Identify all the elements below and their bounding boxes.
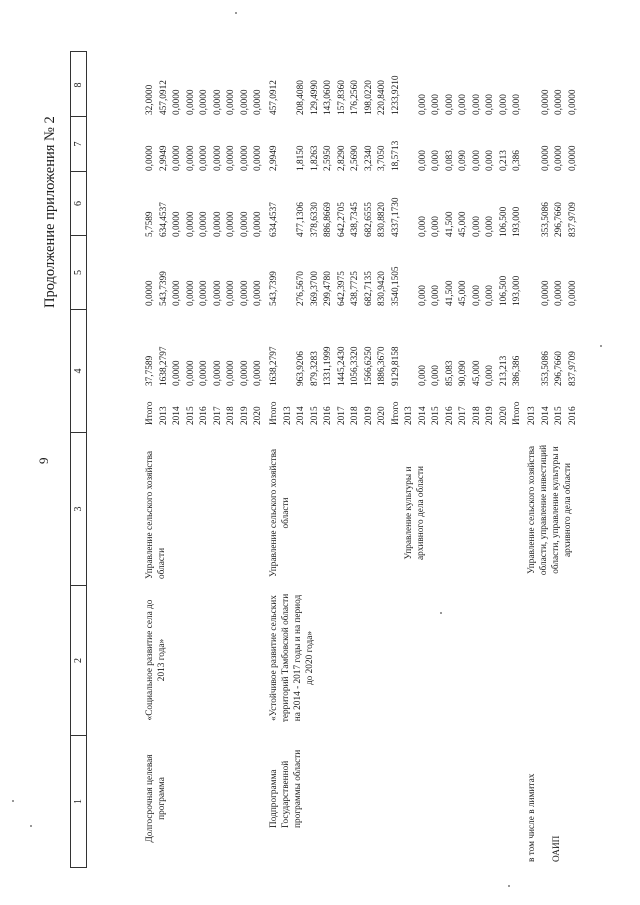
value-cell <box>282 266 296 306</box>
value-cell: 106,500 <box>498 275 509 306</box>
value-cell: 0,000 <box>431 285 441 306</box>
value-cell: 0,0000 <box>226 89 236 115</box>
value-cell: 37,7589 <box>145 355 155 386</box>
value-cell: 0,000 <box>431 216 441 237</box>
value-cell: 0,0000 <box>540 280 551 306</box>
year-cell: 2018 <box>226 406 236 425</box>
year-cell: 2017 <box>458 406 468 425</box>
value-cell <box>403 276 417 306</box>
year-cell: Итого <box>512 401 522 425</box>
year-cell: 2018 <box>471 406 482 425</box>
value-cell: 2,9949 <box>158 145 169 171</box>
value-cell <box>282 75 296 115</box>
block1-col7 <box>144 145 266 171</box>
year-cell: 2014 <box>172 406 182 425</box>
block4-col5 <box>526 280 580 306</box>
value-cell: 2,5690 <box>350 145 360 171</box>
year-cell: Итого <box>145 401 155 425</box>
value-cell: 543,7399 <box>158 271 169 306</box>
value-cell: 41,500 <box>444 280 455 306</box>
value-cell: 0,0000 <box>554 145 564 171</box>
block1-col4 <box>144 346 266 386</box>
block2-program-name: «Устойчивое развитие сельских территорий Тамбовской области на 2014 - 2017 годы и на период до 2020 года» <box>269 593 315 723</box>
year-cell: 2016 <box>567 406 578 425</box>
value-cell: 296,7660 <box>554 351 564 386</box>
value-cell <box>282 141 296 171</box>
value-cell: 0,0000 <box>172 360 182 386</box>
value-cell <box>403 150 417 171</box>
value-cell: 0,000 <box>471 216 482 237</box>
value-cell: 0,000 <box>471 150 482 171</box>
value-cell: 0,0000 <box>145 280 155 306</box>
value-cell: 0,000 <box>417 150 428 171</box>
value-cell: 0,000 <box>431 365 441 386</box>
scan-speck <box>12 800 14 802</box>
year-cell: 2013 <box>404 406 414 425</box>
value-cell: 0,0000 <box>239 211 250 237</box>
column-header-5: 5 <box>71 235 86 309</box>
block2-col7 <box>268 141 403 171</box>
value-cell: 0,000 <box>471 94 482 115</box>
year-cell: 2014 <box>417 406 428 425</box>
value-cell: 0,0000 <box>199 211 209 237</box>
value-cell: 963,9206 <box>296 351 306 386</box>
value-cell: 0,000 <box>485 94 495 115</box>
value-cell: 0,000 <box>485 216 495 237</box>
block3-col5 <box>403 276 525 306</box>
rotated-document <box>36 38 601 868</box>
scan-speck <box>440 612 442 614</box>
value-cell: 0,0000 <box>253 145 263 171</box>
value-cell: 0,000 <box>417 285 428 306</box>
block1-col5 <box>144 271 266 306</box>
value-cell: 0,0000 <box>239 280 250 306</box>
block4-col8 <box>526 89 580 115</box>
value-cell: 41,500 <box>444 211 455 237</box>
value-cell: 106,500 <box>498 206 509 237</box>
value-cell: 32,0000 <box>145 84 155 115</box>
value-cell: 682,7135 <box>363 271 374 306</box>
value-cell: 2,9949 <box>269 145 279 171</box>
value-cell: 220,8400 <box>377 80 387 115</box>
block3-col6 <box>403 207 525 237</box>
value-cell: 0,0000 <box>212 145 223 171</box>
value-cell: 0,0000 <box>199 145 209 171</box>
value-cell: 0,0000 <box>212 360 223 386</box>
value-cell: 0,0000 <box>253 280 263 306</box>
value-cell: 0,0000 <box>199 360 209 386</box>
value-cell: 386,386 <box>512 355 522 386</box>
value-cell: 477,1306 <box>296 202 306 237</box>
value-cell <box>403 207 417 237</box>
year-cell: Итого <box>390 401 401 425</box>
page-number: 9 <box>36 457 51 464</box>
value-cell: 1056,3320 <box>350 346 360 386</box>
value-cell: 0,000 <box>471 285 482 306</box>
value-cell: 0,0000 <box>212 280 223 306</box>
value-cell: 0,0000 <box>185 211 196 237</box>
scan-speck <box>508 885 510 887</box>
value-cell: 682,6555 <box>363 202 374 237</box>
value-cell: 0,0000 <box>226 360 236 386</box>
value-cell: 193,000 <box>512 275 522 306</box>
value-cell: 0,000 <box>431 150 441 171</box>
column-header-row <box>70 51 87 868</box>
column-header-3: 3 <box>71 432 86 585</box>
block4-col4 <box>526 351 580 386</box>
value-cell: 0,090 <box>458 150 468 171</box>
scan-speck <box>600 345 602 347</box>
value-cell: 0,0000 <box>540 145 551 171</box>
value-cell: 353,5086 <box>540 351 551 386</box>
year-cell: 2018 <box>350 406 360 425</box>
value-cell: 85,083 <box>444 360 455 386</box>
value-cell: 0,000 <box>444 94 455 115</box>
value-cell: 0,0000 <box>239 89 250 115</box>
value-cell <box>526 280 540 306</box>
column-header-2: 2 <box>71 585 86 735</box>
year-cell: 2015 <box>554 406 564 425</box>
year-cell: 2020 <box>498 406 509 425</box>
value-cell: 0,000 <box>417 365 428 386</box>
block3-years <box>403 401 525 425</box>
column-header-8: 8 <box>73 82 84 88</box>
year-cell: 2019 <box>239 406 250 425</box>
value-cell: 3540,1505 <box>390 266 401 306</box>
value-cell: 9129,8158 <box>390 346 401 386</box>
value-cell: 353,5086 <box>540 202 551 237</box>
value-cell: 1,8150 <box>296 145 306 171</box>
block1-executor: Управление сельского хозяйства области <box>145 450 167 579</box>
block2-col4 <box>268 346 403 386</box>
value-cell: 3,2340 <box>363 145 374 171</box>
value-cell: 369,3700 <box>309 271 320 306</box>
value-cell: 0,0000 <box>226 211 236 237</box>
value-cell: 0,0000 <box>239 145 250 171</box>
value-cell: 438,7345 <box>350 202 360 237</box>
value-cell: 0,000 <box>498 94 509 115</box>
value-cell: 45,000 <box>471 360 482 386</box>
value-cell: 0,000 <box>485 150 495 171</box>
value-cell <box>403 356 417 386</box>
value-cell: 457,0912 <box>158 80 169 115</box>
year-cell: 2015 <box>309 406 320 425</box>
value-cell: 90,090 <box>458 360 468 386</box>
value-cell: 830,9420 <box>377 271 387 306</box>
value-cell: 193,000 <box>512 206 522 237</box>
value-cell: 0,0000 <box>540 89 551 115</box>
value-cell: 0,0000 <box>567 280 578 306</box>
value-cell: 1331,1999 <box>323 346 333 386</box>
value-cell: 0,0000 <box>212 211 223 237</box>
value-cell <box>526 351 540 386</box>
value-cell: 837,9709 <box>567 202 578 237</box>
value-cell: 0,0000 <box>253 211 263 237</box>
value-cell: 0,0000 <box>185 145 196 171</box>
value-cell: 1638,2797 <box>158 346 169 386</box>
value-cell <box>282 197 296 237</box>
value-cell: 0,0000 <box>199 89 209 115</box>
value-cell: 0,083 <box>444 150 455 171</box>
year-cell: Итого <box>269 401 279 425</box>
year-cell: 2015 <box>185 406 196 425</box>
value-cell: 2,5950 <box>323 145 333 171</box>
value-cell: 129,4990 <box>309 80 320 115</box>
value-cell: 0,0000 <box>554 89 564 115</box>
value-cell: 886,8669 <box>323 202 333 237</box>
block4-col6 <box>526 202 580 237</box>
value-cell: 0,0000 <box>226 280 236 306</box>
block1-years <box>144 401 266 425</box>
column-header-1: 1 <box>71 735 86 867</box>
value-cell: 143,0600 <box>323 80 333 115</box>
block3-col8 <box>403 94 525 115</box>
value-cell: 157,8360 <box>336 80 347 115</box>
value-cell: 634,4537 <box>158 202 169 237</box>
value-cell <box>526 202 540 237</box>
value-cell: 1233,9210 <box>390 75 401 115</box>
value-cell: 0,0000 <box>567 145 578 171</box>
column-header-7: 7 <box>71 116 86 171</box>
year-cell: 2017 <box>212 406 223 425</box>
year-cell: 2013 <box>158 406 169 425</box>
value-cell: 0,0000 <box>199 280 209 306</box>
value-cell: 1638,2797 <box>269 346 279 386</box>
block4-label-oaip: ОАИП <box>552 835 562 862</box>
value-cell: 0,0000 <box>185 280 196 306</box>
value-cell: 0,0000 <box>253 89 263 115</box>
value-cell: 879,3283 <box>309 351 320 386</box>
value-cell: 634,4537 <box>269 202 279 237</box>
block1-program-type: Долгосрочная целевая программа <box>145 754 167 843</box>
year-cell: 2013 <box>282 406 293 425</box>
block2-executor: Управление сельского хозяйства области <box>269 448 291 578</box>
value-cell: 378,6330 <box>309 202 320 237</box>
block1-col6 <box>144 202 266 237</box>
year-cell: 2014 <box>296 406 306 425</box>
value-cell: 0,0000 <box>212 89 223 115</box>
value-cell: 1566,6250 <box>363 346 374 386</box>
value-cell: 830,8820 <box>377 202 387 237</box>
value-cell: 0,000 <box>485 285 495 306</box>
block3-executor: Управление культуры и архивного дела области <box>404 466 426 560</box>
value-cell: 299,4780 <box>323 271 333 306</box>
value-cell: 18,5713 <box>390 140 401 171</box>
year-cell: 2016 <box>444 406 455 425</box>
value-cell: 0,0000 <box>185 89 196 115</box>
block1-program-name: «Социальное развитие села до 2013 года» <box>145 599 167 721</box>
year-cell: 2013 <box>527 406 537 425</box>
block2-col5 <box>268 266 403 306</box>
value-cell: 276,5670 <box>296 271 306 306</box>
year-cell: 2020 <box>253 406 263 425</box>
value-cell: 0,0000 <box>554 280 564 306</box>
value-cell: 0,0000 <box>567 89 578 115</box>
value-cell: 543,7399 <box>269 271 279 306</box>
year-cell: 2016 <box>323 406 333 425</box>
block3-col7 <box>403 150 525 171</box>
value-cell: 213,213 <box>498 355 509 386</box>
value-cell: 0,0000 <box>172 89 182 115</box>
value-cell: 3,7050 <box>377 145 387 171</box>
value-cell: 0,000 <box>458 94 468 115</box>
value-cell: 837,9709 <box>567 351 578 386</box>
year-cell: 2019 <box>485 406 495 425</box>
value-cell: 0,0000 <box>172 280 182 306</box>
value-cell: 0,0000 <box>253 360 263 386</box>
value-cell: 45,000 <box>458 280 468 306</box>
block3-col4 <box>403 356 525 386</box>
value-cell: 0,000 <box>485 365 495 386</box>
value-cell <box>403 94 417 115</box>
value-cell: 208,4080 <box>296 80 306 115</box>
value-cell: 0,0000 <box>145 145 155 171</box>
block2-years <box>268 401 403 425</box>
year-cell: 2019 <box>363 406 374 425</box>
value-cell <box>526 145 540 171</box>
value-cell: 1,8263 <box>309 145 320 171</box>
year-cell: 2020 <box>377 406 387 425</box>
value-cell: 0,0000 <box>172 145 182 171</box>
value-cell: 1886,3670 <box>377 346 387 386</box>
block2-program-type: Подпрограмма Государственной программы области <box>269 749 303 828</box>
block4-label-including: в том числе в лимитах <box>527 773 537 862</box>
value-cell: 0,000 <box>512 94 522 115</box>
block4-executor: Управление сельского хозяйства области, управление инвестиций области, управление культуры и архивного дела области <box>527 444 573 576</box>
value-cell: 0,0000 <box>185 360 196 386</box>
value-cell <box>526 89 540 115</box>
value-cell: 1445,2430 <box>336 346 347 386</box>
value-cell: 0,0000 <box>239 360 250 386</box>
block2-col8 <box>268 75 403 115</box>
year-cell: 2014 <box>540 406 551 425</box>
value-cell: 438,7725 <box>350 271 360 306</box>
value-cell: 0,000 <box>417 216 428 237</box>
year-cell: 2016 <box>199 406 209 425</box>
value-cell: 642,3975 <box>336 271 347 306</box>
column-header-4: 4 <box>71 309 86 432</box>
block1-col8 <box>144 80 266 115</box>
scan-speck <box>30 825 32 827</box>
block4-col7 <box>526 145 580 171</box>
block4-years <box>526 406 580 425</box>
value-cell: 0,0000 <box>172 211 182 237</box>
year-cell: 2017 <box>336 406 347 425</box>
value-cell: 0,0000 <box>226 145 236 171</box>
year-cell: 2015 <box>431 406 441 425</box>
value-cell: 642,2705 <box>336 202 347 237</box>
continuation-title: Продолжение приложения № 2 <box>42 116 58 308</box>
value-cell: 457,0912 <box>269 80 279 115</box>
column-header-6: 6 <box>71 171 86 235</box>
value-cell: 5,7589 <box>145 211 155 237</box>
value-cell: 2,8290 <box>336 145 347 171</box>
block2-col6 <box>268 197 403 237</box>
value-cell: 0,386 <box>512 150 522 171</box>
value-cell: 0,000 <box>431 94 441 115</box>
value-cell: 0,213 <box>498 150 509 171</box>
value-cell: 45,000 <box>458 211 468 237</box>
value-cell: 198,0220 <box>363 80 374 115</box>
scan-speck <box>235 12 237 14</box>
value-cell: 296,7660 <box>554 202 564 237</box>
value-cell: 4337,1730 <box>390 197 401 237</box>
value-cell <box>282 346 296 386</box>
value-cell: 176,2560 <box>350 80 360 115</box>
value-cell: 0,000 <box>417 94 428 115</box>
